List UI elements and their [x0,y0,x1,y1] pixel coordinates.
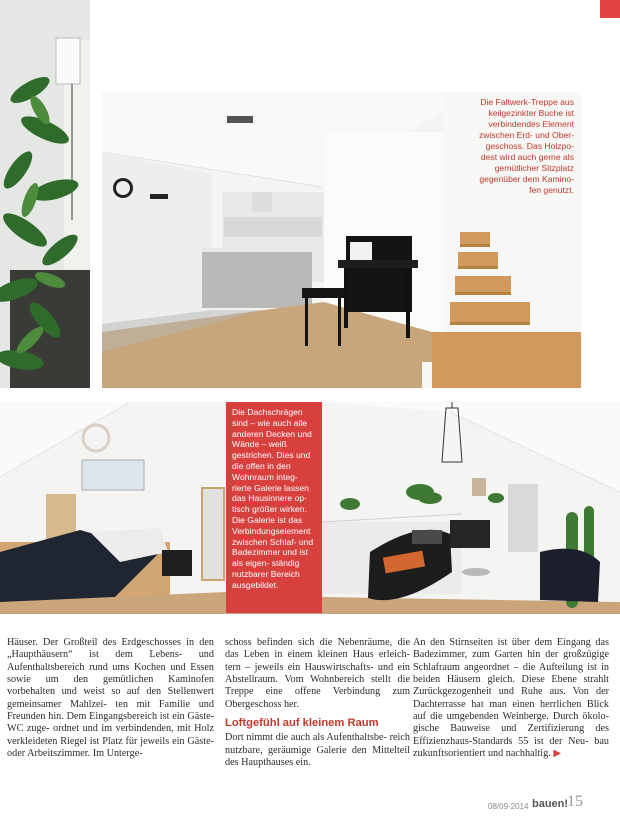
body-paragraph: Häuser. Der Großteil des Erdgeschosses in den „Haupthäusern“ ist dem Lebens- und Aufenthaltsbereich rund ums Kochen und Essen sowie um den gemütlichen Kaminofen vorbehalten und weist so auf den Stellenwert gemeinsamer Mahlzei- ten mit Familie und Freunden hin. Dem Eingangsbereich ist ein Gäste-WC zuge- ordnet und im verbindenden, mit Holz verkleideten Riegel ist Platz für jeweils ein Gäste- oder Arbeitszimmer. Im Unterge- [7,637,214,760]
section-subheading: Loftgefühl auf kleinem Raum [225,717,379,730]
plant-illustration [0,0,90,388]
photo-plant [0,0,90,388]
body-paragraph: Dort nimmt die auch als Aufenthaltsbe- reich nutzbare, geräumige Galerie den Mittelteil des Haupthauses ein. [225,732,410,769]
body-column-1 [7,637,214,760]
page-number: 15 [567,793,583,810]
page-footer [488,793,613,813]
issue-date: 08/09·2014 [488,802,529,811]
body-paragraph: An den Stirnseiten ist über dem Eingang das Badezimmer, zum Garten hin der großzügige Schlafraum angeordnet – die Aufteilung ist in beiden Häusern gleich. Diese Ebene strahlt Zurückgezogenheit und Ruhe aus. Von der Dachterrasse hat man einen herrlichen Blick auf die umgebenden Weinberge. Durch ökolo- gische Bauweise und Zertifizierung des Effizienzhaus-Standards 55 ist der Neu- bau zukunftsorientiert und nachhaltig. [413,637,609,760]
caption-box-gallery: Die Dachschrägen sind – wie auch alle anderen Decken und Wände – weiß gestrichen. Dies und die offen in den Wohnraum integ- rierte Galerie lassen das Hausinnere op- tisch größer wirken. Die Galerie ist das Verbindungselement zwischen Schlaf- und Badezimmer und ist als eigen- ständig nutzbarer Bereich ausgebildet. [226,402,322,613]
corner-color-tab [600,0,620,18]
magazine-name: bauen! [532,798,569,810]
body-paragraph: schoss befinden sich die Nebenräume, die das Leben in einem kleinen Haus erleich- tern – jeweils ein Hauswirtschafts- und ein Abstellraum. Vom Wohnbereich stellt die Treppe eine offene Verbindung zum Obergeschoss her. [225,637,410,710]
body-column-2 [225,637,410,769]
body-column-3 [413,637,609,760]
article-end-icon: ▶ [553,748,562,760]
caption-staircase: Die Faltwerk-Treppe aus keilgezinkter Buche ist verbindendes Element zwischen Erd- und Ober- geschoss. Das Holzpo- dest wird auch gerne als gemütlicher Sitzplatz gegenüber dem Kamino- fen genutzt. [478,97,574,195]
